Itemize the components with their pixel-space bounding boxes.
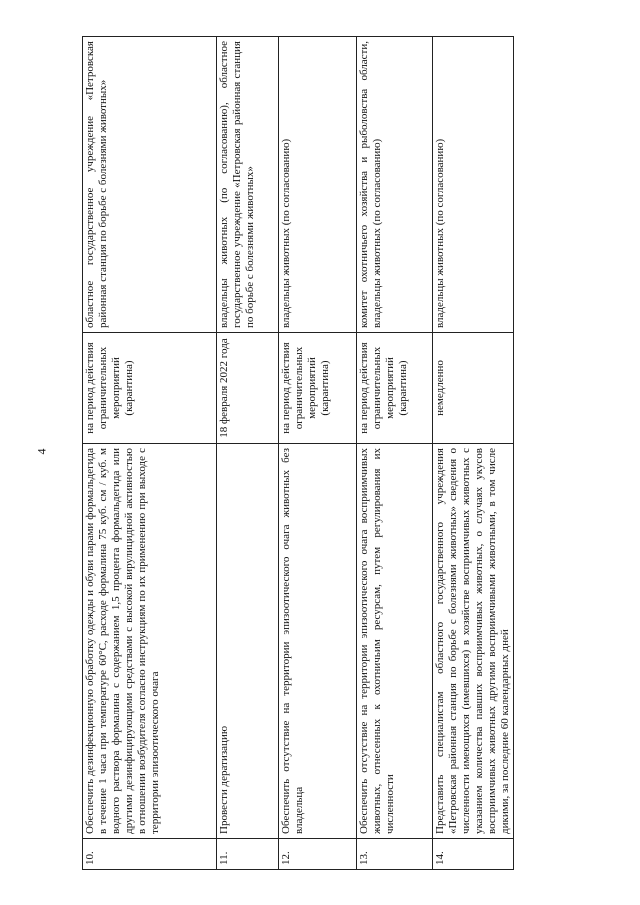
row-term: на период действия ограничительных мероприятий (карантина) xyxy=(279,333,357,444)
table-row xyxy=(433,37,514,870)
row-term: на период действия ограничительных мероприятий (карантина) xyxy=(357,333,433,444)
row-action: Обеспечить дезинфекционную обработку одежды и обуви парами формальдегида в течение 1 часа при температуре 60°С, расходе формалина 75 куб. см / куб. м водного раствора формалина с содержанием 1,5 процента формальдегида или другими дезинфицирующими средствами с высокой вирулицидной активностью в отношении возбудителя согласно инструкциям по их применению при выходе с территории эпизоотического очага xyxy=(83,444,217,839)
rotated-table-container xyxy=(82,36,511,870)
row-responsible: комитет охотничьего хозяйства и рыболовства области, владельцы животных (по согласованию) xyxy=(357,37,433,333)
row-responsible: областное государственное учреждение «Петровская районная станция по борьбе с болезнями животных» xyxy=(83,37,217,333)
row-number: 11. xyxy=(217,839,279,870)
row-action: Обеспечить отсутствие на территории эпизоотического очага животных без владельца xyxy=(279,444,357,839)
row-term: на период действия ограничительных мероприятий (карантина) xyxy=(83,333,217,444)
row-term: немедленно xyxy=(433,333,514,444)
row-responsible: владельцы животных (по согласованию) xyxy=(433,37,514,333)
row-number: 13. xyxy=(357,839,433,870)
row-responsible: владельцы животных (по согласованию) xyxy=(279,37,357,333)
row-number: 10. xyxy=(83,839,217,870)
page-number: 4 xyxy=(34,448,49,455)
table-row xyxy=(357,37,433,870)
row-responsible: владельцы животных (по согласованию), областное государственное учреждение «Петровская районная станция по борьбе с болезнями животных» xyxy=(217,37,279,333)
row-action: Обеспечить отсутствие на территории эпизоотического очага восприимчивых животных, отнесенных к охотничьим ресурсам, путем регулирования их численности xyxy=(357,444,433,839)
row-number: 14. xyxy=(433,839,514,870)
row-action: Провести дератизацию xyxy=(217,444,279,839)
table-row xyxy=(83,37,217,870)
row-action: Представить специалистам областного государственного учреждения «Петровская районная станция по борьбе с болезнями животных» сведения о численности имеющихся (имевшихся) в хозяйстве восприимчивых животных с указанием количества павших восприимчивых животных, о случаях укусов восприимчивых животных другими восприимчивыми животными, в том числе дикими, за последние 60 календарных дней xyxy=(433,444,514,839)
table-row xyxy=(217,37,279,870)
row-number: 12. xyxy=(279,839,357,870)
measures-table xyxy=(82,36,514,870)
table-row xyxy=(279,37,357,870)
row-term: 18 февраля 2022 года xyxy=(217,333,279,444)
